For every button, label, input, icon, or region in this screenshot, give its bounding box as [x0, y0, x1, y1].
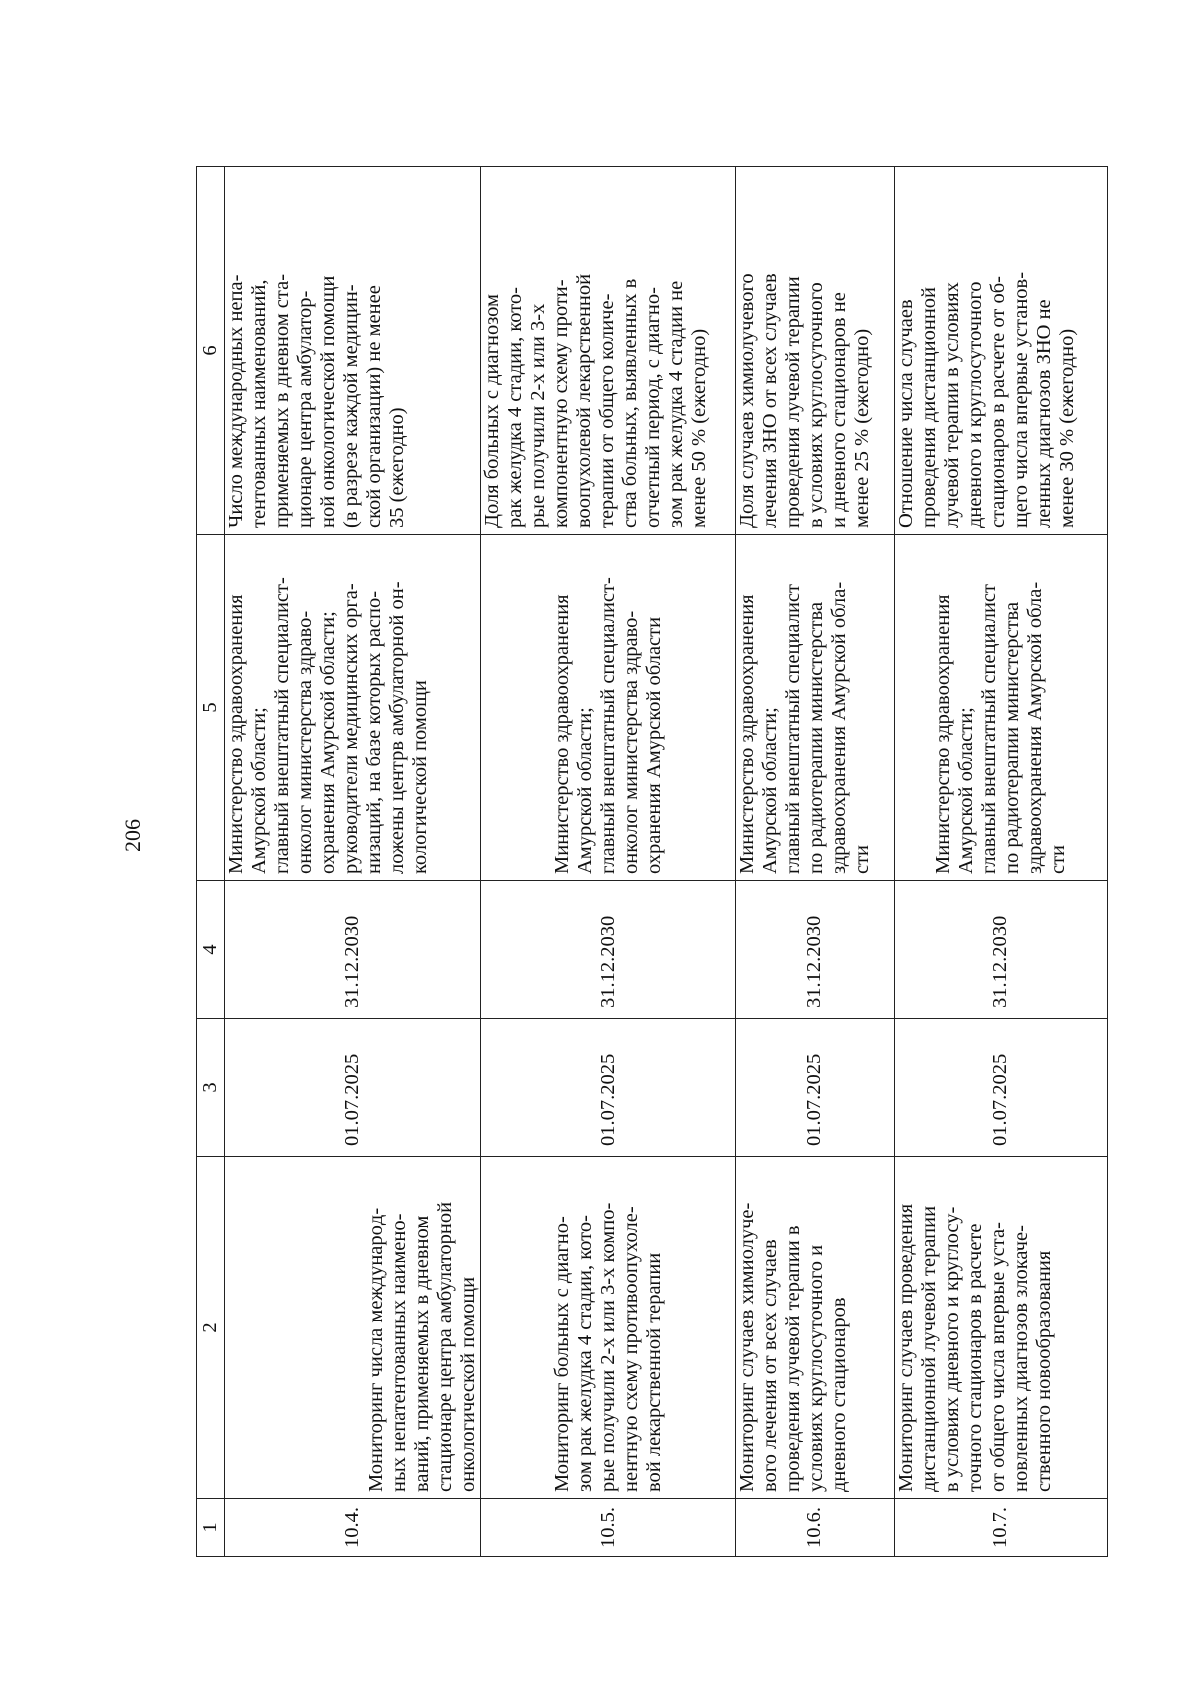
row-number-cell: 10.6. [736, 1499, 895, 1557]
measures-table [196, 166, 1108, 1557]
responsible-text: Министерство здравоохранения Амурской области; главный внештатный специалист по радиотерапии министерства здравоохранения Амурской обла- сти [736, 581, 873, 874]
row-number-cell: 10.7. [894, 1499, 1107, 1557]
table-row [736, 167, 895, 1557]
indicator-text: Доля больных с диагнозом рак желудка 4 стадии, кото- рые получили 2-х или 3-х компонентную схему проти- воопухолевой лекарственной терапии от общего количе- ства больных, выявленных в отчетный период, с диагно- зом рак желудка 4 стадии не менее 50 % (ежегодно) [481, 273, 710, 528]
event-text: Мониторинг больных с диагно- зом рак желудка 4 стадии, кото- рые получили 2-х или 3-х компо- нентную схему противоопухоле- вой лекарственной терапии [550, 1202, 665, 1492]
event-cell [225, 1157, 481, 1499]
rotated-page-content [196, 167, 1108, 1557]
end-date-cell: 31.12.2030 [894, 881, 1107, 1019]
start-date-cell: 01.07.2025 [225, 1019, 481, 1157]
header-cell: 6 [197, 167, 225, 535]
responsible-cell [481, 535, 736, 881]
end-date-cell: 31.12.2030 [736, 881, 895, 1019]
indicator-cell [225, 167, 481, 535]
responsible-text: Министерство здравоохранения Амурской области; главный внештатный специалист- онколог министерства здраво- охранения Амурской области; руководители медицинских орга- низаций, на базе которых распо- ложены центрв амбулаторной он- кологической помощи [225, 577, 431, 874]
event-text: Мониторинг случаев проведения дистанционной лучевой терапии в условиях дневного и круглосу- точного стационаров в расчете от общего числа впервые уста- новленных диагнозов злокаче- ственного новообразования [894, 1203, 1055, 1492]
event-text: Мониторинг случаев химиолуче- вого лечения от всех случаев проведения лучевой терапии в условиях круглосуточного и дневного стационаров [736, 1202, 850, 1492]
table-row [481, 167, 736, 1557]
event-cell [481, 1157, 736, 1499]
end-date-cell: 31.12.2030 [481, 881, 736, 1019]
row-number-cell: 10.5. [481, 1499, 736, 1557]
responsible-cell [894, 535, 1107, 881]
responsible-cell [736, 535, 895, 881]
event-cell [894, 1157, 1107, 1499]
end-date-cell: 31.12.2030 [225, 881, 481, 1019]
start-date-cell: 01.07.2025 [481, 1019, 736, 1157]
header-cell: 2 [197, 1157, 225, 1499]
indicator-cell [736, 167, 895, 535]
table-row [894, 167, 1107, 1557]
table-row [225, 167, 481, 1557]
header-cell: 3 [197, 1019, 225, 1157]
indicator-text: Отношение числа случаев проведения дистанционной лучевой терапии в условиях дневного и круглосуточного стационаров в расчете от об- щего числа впервые установ- ленных диагнозов ЗНО не менее 30 % (ежегодно) [894, 271, 1078, 528]
event-text: Мониторинг числа междунарoд- ных непатентованных наимено- ваний, применяемых в дневном стационаре центра амбулаторной онкологической помощи [365, 1201, 480, 1492]
responsible-cell [225, 535, 481, 881]
start-date-cell: 01.07.2025 [736, 1019, 895, 1157]
indicator-text: Число международных непа- тентованных наименований, применяемых в дневном ста- ционаре центра амбулатор- ной онкологической помощи (в разрезе каждой медицин- ской организации) не менее 35 (ежегодно) [225, 273, 408, 528]
header-row [197, 167, 225, 1557]
responsible-text: Министерство здравоохранения Амурской области; главный внештатный специалист- онколог министерства здраво- охранения Амурской области [550, 577, 665, 874]
header-cell: 4 [197, 881, 225, 1019]
indicator-cell [894, 167, 1107, 535]
start-date-cell: 01.07.2025 [894, 1019, 1107, 1157]
responsible-text: Министерство здравоохранения Амурской области; главный внештатный специалист по радиотерапии министерства здравоохранения Амурской обла- сти [932, 581, 1069, 874]
indicator-text: Доля случаев химиолучевого лечения ЗНО от всех случаев проведения лучевой терапии в условиях круглосуточного и дневного стационаров не менее 25 % (ежегодно) [736, 273, 873, 528]
event-cell [736, 1157, 895, 1499]
header-cell: 1 [197, 1499, 225, 1557]
page-number: 206 [120, 819, 145, 852]
row-number-cell: 10.4. [225, 1499, 481, 1557]
header-cell: 5 [197, 535, 225, 881]
indicator-cell [481, 167, 736, 535]
